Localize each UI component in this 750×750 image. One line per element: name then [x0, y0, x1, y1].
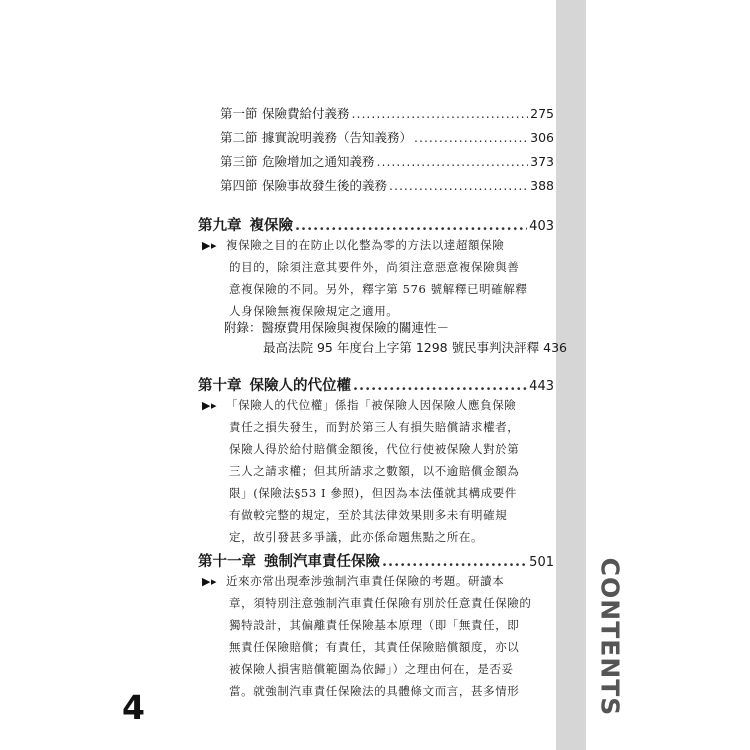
section-page: 388 [530, 178, 554, 193]
chapter-page: 403 [529, 219, 554, 234]
contents-text: CONTENTS [595, 557, 625, 717]
leader-dots [377, 154, 529, 169]
chapter-title: 保險人的代位權 [249, 377, 351, 394]
summary-line: 意複保險的不同。另外，釋字第 576 號解釋已明確解釋 [229, 282, 528, 296]
chapter-number: 第十章 [198, 377, 242, 394]
chapter-number: 第十一章 [198, 553, 256, 570]
chapter-9-summary [202, 234, 552, 322]
summary-line: 保險人得於給付賠償金額後，代位行使被保險人對於第 [229, 442, 520, 456]
appendix-title: 最高法院 95 年度台上字第 1298 號民事判決評釋 [263, 340, 540, 355]
section-number: 第四節 [220, 178, 258, 193]
summary-line: 人身保險無複保險規定之適用。 [229, 304, 399, 318]
summary-line: 複保險之目的在防止以化整為零的方法以達超額保險 [226, 238, 505, 252]
leader-dots [389, 178, 528, 193]
toc-chapter-10[interactable] [198, 374, 554, 395]
summary-line: 獨特設計，其偏離責任保險基本原理（即「無責任，即 [229, 618, 520, 632]
summary-line: 近來亦常出現牽涉強制汽車責任保險的考題。研讀本 [226, 574, 505, 588]
toc-section-1[interactable] [220, 104, 554, 122]
arrow-bullet-icon: ▶▸ [202, 575, 218, 588]
section-number: 第一節 [220, 106, 258, 121]
side-band [556, 0, 586, 750]
section-title: 危險增加之通知義務 [262, 154, 375, 169]
chapter-number: 第九章 [198, 217, 242, 234]
section-number: 第二節 [220, 130, 258, 145]
summary-line: 「保險人的代位權」係指「被保險人因保險人應負保險 [226, 398, 517, 412]
appendix-line-2[interactable] [263, 338, 567, 356]
appendix-line-1[interactable]: 附錄：醫療費用保險與複保險的關連性－ [224, 320, 450, 335]
section-title: 保險費給付義務 [262, 106, 350, 121]
chapter-title: 複保險 [249, 217, 293, 234]
toc-chapter-11[interactable] [198, 550, 554, 571]
toc-section-2[interactable] [220, 128, 554, 146]
section-title: 據實說明義務（告知義務） [262, 130, 413, 145]
arrow-bullet-icon: ▶▸ [202, 399, 218, 412]
summary-line: 當。就強制汽車責任保險法的具體條文而言，甚多情形 [229, 684, 520, 698]
toc-section-3[interactable] [220, 152, 554, 170]
section-page: 306 [530, 130, 554, 145]
chapter-11-summary [202, 570, 552, 702]
section-title: 保險事故發生後的義務 [262, 178, 388, 193]
chapter-10-summary [202, 394, 552, 548]
toc-section-4[interactable] [220, 176, 554, 194]
summary-line: 被保險人損害賠償範圍為依歸」）之理由何在，是否妥 [229, 662, 514, 676]
summary-line: 責任之損失發生，而對於第三人有損失賠償請求權者， [229, 420, 520, 434]
summary-line: 定，故引發甚多爭議，此亦係命題焦點之所在。 [229, 530, 484, 544]
page-number: 4 [122, 688, 145, 727]
section-page: 373 [530, 154, 554, 169]
chapter-page: 501 [529, 555, 554, 570]
summary-line: 的目的，除須注意其要件外，尚須注意惡意複保險與善 [229, 260, 520, 274]
chapter-page: 443 [529, 379, 554, 394]
leader-dots [414, 130, 528, 145]
summary-line: 限」(保險法§53 I 參照)，但因為本法僅就其構成要件 [229, 486, 518, 500]
chapter-title: 強制汽車責任保險 [264, 553, 380, 570]
leader-dots [295, 217, 527, 234]
appendix-page: 436 [543, 340, 567, 355]
summary-line: 三人之請求權；但其所請求之數額，以不逾賠償金額為 [229, 464, 520, 478]
toc-chapter-9[interactable] [198, 214, 554, 235]
section-page: 275 [530, 106, 554, 121]
summary-line: 章，須特別注意強制汽車責任保險有別於任意責任保險的 [229, 596, 532, 610]
leader-dots [352, 106, 529, 121]
summary-line: 有做較完整的規定，至於其法律效果則多未有明確規 [229, 508, 508, 522]
leader-dots [353, 377, 527, 394]
leader-dots [382, 553, 527, 570]
arrow-bullet-icon: ▶▸ [202, 239, 218, 252]
summary-line: 無責任保險賠償；有責任，其責任保險賠償額度，亦以 [229, 640, 520, 654]
contents-label [588, 557, 632, 717]
section-number: 第三節 [220, 154, 258, 169]
